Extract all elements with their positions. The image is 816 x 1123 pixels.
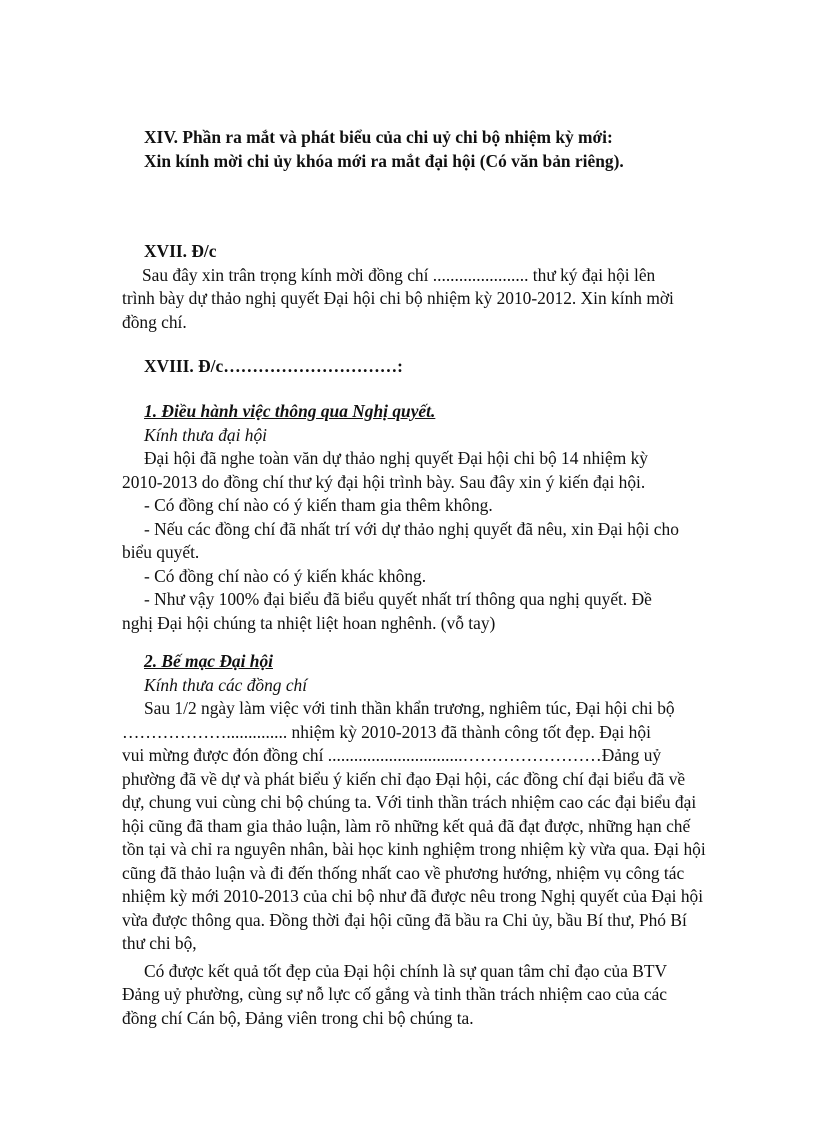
- part-2-line-10: vừa được thông qua. Đồng thời đại hội cũng đã bầu ra Chi ủy, bầu Bí thư, Phó Bí: [122, 909, 687, 930]
- part-1-line-3: - Có đồng chí nào có ý kiến tham gia thêm không.: [144, 495, 493, 515]
- part-1-title: 1. Điều hành việc thông qua Nghị quyết.: [144, 401, 436, 421]
- part-2-line-9: nhiệm kỳ mới 2010-2013 của chi bộ như đã được nêu trong Nghị quyết của Đại hội: [122, 886, 704, 906]
- part-2-greeting: Kính thưa các đồng chí: [144, 674, 308, 695]
- part-1-line-5: biểu quyết.: [122, 542, 200, 562]
- part-2-line-6: hội cũng đã tham gia thảo luận, làm rõ những kết quả đã đạt được, những hạn chế: [122, 815, 691, 836]
- part-2-line-1: Sau 1/2 ngày làm việc với tinh thần khẩn trương, nghiêm túc, Đại hội chi bộ: [144, 698, 675, 718]
- part-2-para2-line-3: đồng chí Cán bộ, Đảng viên trong chi bộ chúng ta.: [122, 1007, 474, 1028]
- part-1-line-2: 2010-2013 do đồng chí thư ký đại hội trình bày. Sau đây xin ý kiến đại hội.: [122, 471, 646, 492]
- part-2: [122, 650, 722, 1030]
- section-17-line-3: đồng chí.: [122, 311, 187, 332]
- section-14-line2: Xin kính mời chi ủy khóa mới ra mắt đại hội (Có văn bản riêng).: [144, 150, 624, 171]
- section-14: [144, 126, 722, 173]
- part-2-line-5: dự, chung vui cùng chi bộ chúng ta. Với tinh thần trách nhiệm cao các đại biểu đại: [122, 792, 697, 812]
- section-17-line-1: Sau đây xin trân trọng kính mời đồng chí ...................... thư ký đại hội lên: [142, 264, 656, 285]
- part-2-line-4: phường đã về dự và phát biểu ý kiến chỉ đạo Đại hội, các đồng chí đại biểu đã về: [122, 768, 686, 789]
- part-2-line-11: thư chi bộ,: [122, 933, 197, 953]
- section-18: [144, 355, 722, 379]
- section-17-line-2: trình bày dự thảo nghị quyết Đại hội chi bộ nhiệm kỳ 2010-2012. Xin kính mời: [122, 288, 674, 308]
- part-1-greeting: Kính thưa đại hội: [144, 424, 268, 445]
- section-18-heading: XVIII. Đ/c…………………………:: [144, 356, 403, 376]
- part-1: [122, 400, 722, 635]
- part-1-line-8: nghị Đại hội chúng ta nhiệt liệt hoan nghênh. (vỗ tay): [122, 612, 496, 633]
- part-2-para2-line-2: Đảng uỷ phường, cùng sự nỗ lực cố gắng và tinh thần trách nhiệm cao của các: [122, 984, 668, 1004]
- part-1-line-6: - Có đồng chí nào có ý kiến khác không.: [144, 565, 427, 586]
- part-1-line-4: - Nếu các đồng chí đã nhất trí với dự thảo nghị quyết đã nêu, xin Đại hội cho: [144, 518, 679, 539]
- part-2-line-3: vui mừng được đón đồng chí ...............................……………………Đảng uỷ: [122, 745, 662, 765]
- part-2-line-7: tồn tại và chỉ ra nguyên nhân, bài học kinh nghiệm trong nhiệm kỳ vừa qua. Đại hội: [122, 839, 706, 859]
- section-17-heading: XVII. Đ/c: [144, 241, 217, 261]
- part-1-line-1: Đại hội đã nghe toàn văn dự thảo nghị quyết Đại hội chi bộ 14 nhiệm kỳ: [144, 448, 648, 468]
- section-14-heading: XIV. Phần ra mắt và phát biểu của chi uỷ chi bộ nhiệm kỳ mới:: [144, 127, 613, 147]
- part-2-line-8: cũng đã thảo luận và đi đến thống nhất cao về phương hướng, nhiệm vụ công tác: [122, 862, 685, 883]
- part-1-line-7: - Như vậy 100% đại biểu đã biểu quyết nhất trí thông qua nghị quyết. Đề: [144, 589, 652, 609]
- part-2-line-2: ……………….............. nhiệm kỳ 2010-2013 đã thành công tốt đẹp. Đại hội: [122, 721, 651, 742]
- part-2-title: 2. Bế mạc Đại hội: [144, 651, 273, 671]
- section-17: [122, 240, 722, 334]
- part-2-para2-line-1: Có được kết quả tốt đẹp của Đại hội chính là sự quan tâm chỉ đạo của BTV: [144, 960, 668, 981]
